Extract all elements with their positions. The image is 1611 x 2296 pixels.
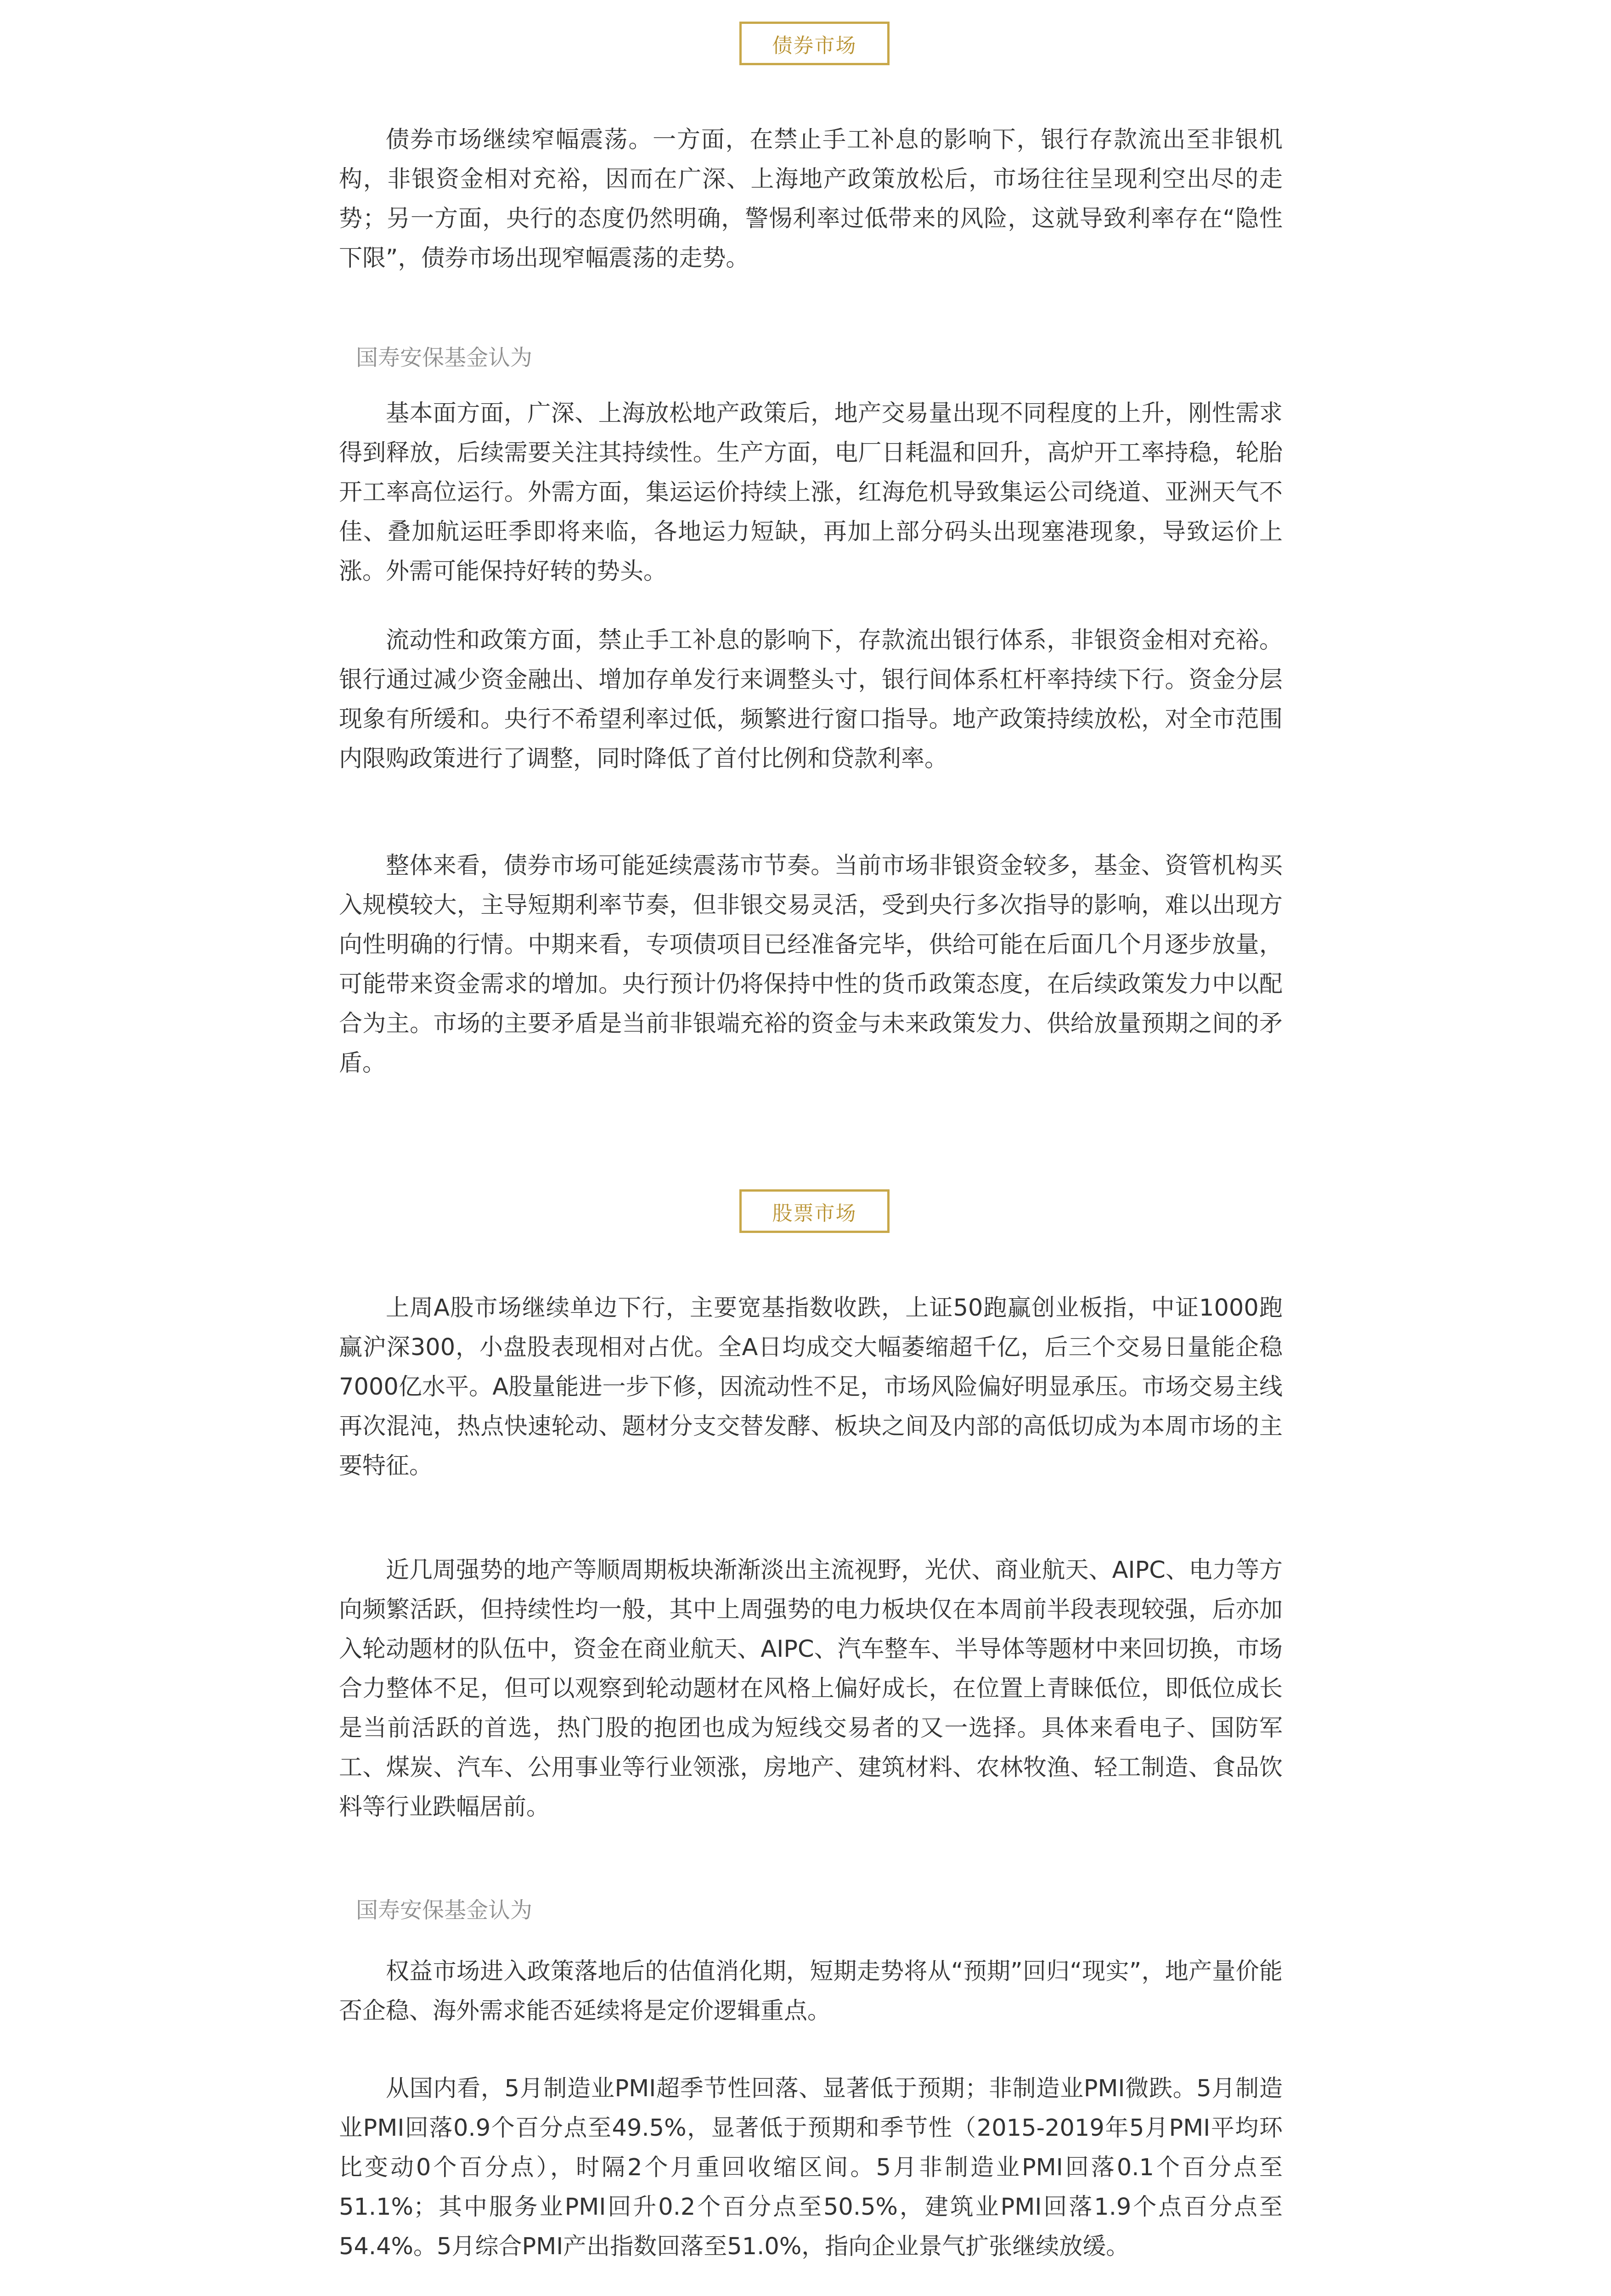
equity-sector-rotation-paragraph: 近几周强势的地产等顺周期板块渐渐淡出主流视野，光伏、商业航天、AIPC、电力等方向频繁活跃，但持续性均一般，其中上周强势的电力板块仅在本周前半段表现较强，后亦加入轮动题材的队伍中，资金在商业航天、AIPC、汽车整车、半导体等题材中来回切换，市场合力整体不足，但可以观察到轮动题材在风格上偏好成长，在位置上青睐低位，即低位成长是当前活跃的首选，热门股的抱团也成为短线交易者的又一选择。具体来看电子、国防军工、煤炭、汽车、公用事业等行业领涨，房地产、建筑材料、农林牧渔、轻工制造、食品饮料等行业跌幅居前。 (339, 1557, 1283, 1821)
equity-market-heading: 股票市场 (772, 1201, 857, 1225)
bond-fundamentals-paragraph: 基本面方面，广深、上海放松地产政策后，地产交易量出现不同程度的上升，刚性需求得到释放，后续需要关注其持续性。生产方面，电厂日耗温和回升，高炉开工率持稳，轮胎开工率高位运行。外需方面，集运运价持续上涨，红海危机导致集运公司绕道、亚洲天气不佳、叠加航运旺季即将来临，各地运力短缺，再加上部分码头出现塞港现象，导致运价上涨。外需可能保持好转的势头。 (339, 400, 1283, 585)
equity-weekly-review-paragraph: 上周A股市场继续单边下行，主要宽基指数收跌，上证50跑赢创业板指，中证1000跑赢沪深300，小盘股表现相对占优。全A日均成交大幅萎缩超千亿，后三个交易日量能企稳7000亿水平。A股量能进一步下修，因流动性不足，市场风险偏好明显承压。市场交易主线再次混沌，热点快速轮动、题材分支交替发酵、板块之间及内部的高低切成为本周市场的主要特征。 (339, 1294, 1283, 1480)
bond-market-heading: 债券市场 (772, 34, 857, 57)
bond-intro-paragraph: 债券市场继续窄幅震荡。一方面，在禁止手工补息的影响下，银行存款流出至非银机构，非银资金相对充裕，因而在广深、上海地产政策放松后，市场往往呈现利空出尽的走势；另一方面，央行的态度仍然明确，警惕利率过低带来的风险，这就导致利率存在“隐性下限”，债券市场出现窄幅震荡的走势。 (339, 126, 1283, 272)
bond-liquidity-paragraph: 流动性和政策方面，禁止手工补息的影响下，存款流出银行体系，非银资金相对充裕。银行通过减少资金融出、增加存单发行来调整头寸，银行间体系杠杆率持续下行。资金分层现象有所缓和。央行不希望利率过低，频繁进行窗口指导。地产政策持续放松，对全市范围内限购政策进行了调整，同时降低了首付比例和贷款利率。 (339, 627, 1283, 772)
equity-market-heading-badge (739, 1189, 890, 1233)
equity-valuation-paragraph: 权益市场进入政策落地后的估值消化期，短期走势将从“预期”回归“现实”，地产量价能否企稳、海外需求能否延续将是定价逻辑重点。 (339, 1958, 1283, 2025)
bond-outlook-paragraph: 整体来看，债券市场可能延续震荡市节奏。当前市场非银资金较多，基金、资管机构买入规模较大，主导短期利率节奏，但非银交易灵活，受到央行多次指导的影响，难以出现方向性明确的行情。中期来看，专项债项目已经准备完毕，供给可能在后面几个月逐步放量，可能带来资金需求的增加。央行预计仍将保持中性的货币政策态度，在后续政策发力中以配合为主。市场的主要矛盾是当前非银端充裕的资金与未来政策发力、供给放量预期之间的矛盾。 (339, 852, 1283, 1077)
bond-view-label: 国寿安保基金认为 (356, 345, 533, 371)
equity-domestic-pmi-paragraph: 从国内看，5月制造业PMI超季节性回落、显著低于预期；非制造业PMI微跌。5月制造业PMI回落0.9个百分点至49.5%，显著低于预期和季节性（2015-2019年5月PMI平均环比变动0个百分点），时隔2个月重回收缩区间。5月非制造业PMI回落0.1个百分点至51.1%；其中服务业PMI回升0.2个百分点至50.5%，建筑业PMI回落1.9个点百分点至54.4%。5月综合PMI产出指数回落至51.0%，指向企业景气扩张继续放缓。 (339, 2075, 1283, 2260)
bond-market-heading-badge (739, 22, 890, 65)
equity-view-label: 国寿安保基金认为 (356, 1897, 533, 1923)
